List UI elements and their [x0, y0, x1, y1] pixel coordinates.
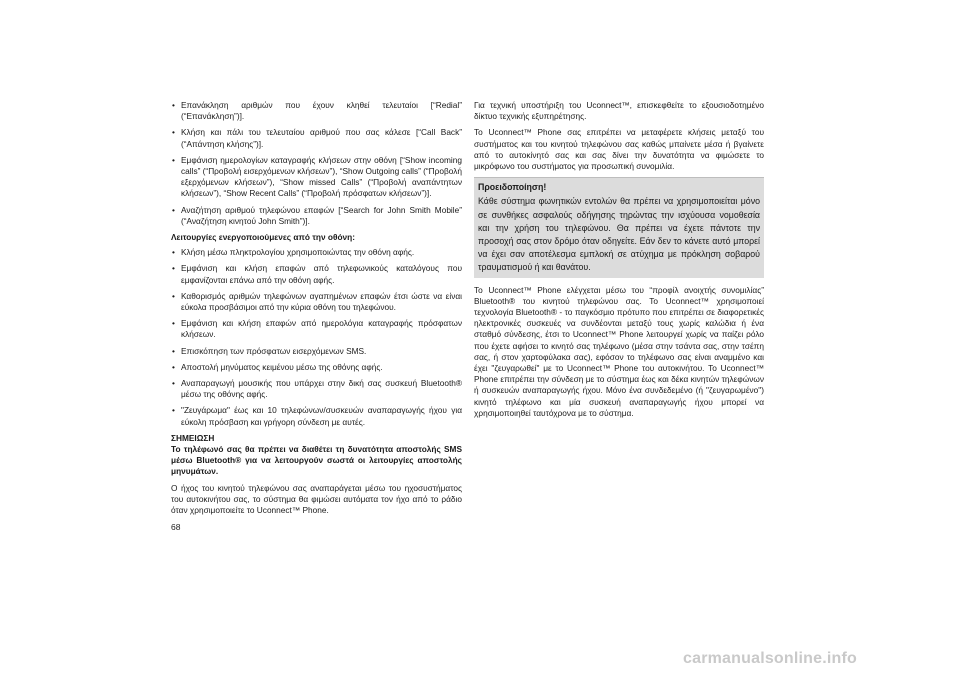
support-paragraph: Για τεχνική υποστήριξη του Uconnect™, επισκεφθείτε το εξουσιοδοτημένο δίκτυο τεχνικής εξυπηρέτησης. — [474, 100, 764, 122]
warning-text: Κάθε σύστημα φωνητικών εντολών θα πρέπει να χρησιμοποιείται μόνο σε συνθήκες ασφαλούς οδήγησης τηρώντας την ισχύουσα νομοθεσία και την χρήση του τηλεφώνου. Θα πρέπει να έχετε πάντοτε την προσοχή σας στον δρόμο όταν οδηγείτε. Εάν δεν το κάνετε αυτό μπορεί να έχει σαν αποτέλεσμα εμπλοκή σε ατύχημα με πρόκληση σοβαρού τραυματισμού ή και θανάτου. — [478, 196, 760, 273]
list-item: • Αναζήτηση αριθμού τηλεφώνου επαφών [“Search for John Smith Mobile” (“Αναζήτηση κινητού John Smith”)]. — [171, 205, 462, 227]
page-number: 68 — [171, 522, 181, 532]
list-item: • Εμφάνιση και κλήση επαφών από ημερολόγια καταγραφής πρόσφατων κλήσεων. — [171, 318, 462, 340]
list-item: • Εμφάνιση ημερολογίων καταγραφής κλήσεων στην οθόνη [“Show incoming calls” (“Προβολή εισερχόμενων κλήσεων”), “Show Outgoing calls” (“Προβολή εξερχόμενων κλήσεων”), “Show missed Calls” (“Προβολή αναπάντητων κλήσεων”), “Show Recent Calls” (“Προβολή πρόσφατων κλήσεων”)]. — [171, 155, 462, 200]
list-item: • Κλήση μέσω πληκτρολογίου χρησιμοποιώντας την οθόνη αφής. — [171, 247, 462, 258]
list-item: • "Ζευγάρωμα" έως και 10 τηλεφώνων/συσκευών αναπαραγωγής ήχου για εύκολη πρόσβαση και γρήγορη σύνδεση με αυτές. — [171, 405, 462, 427]
note-body: Το τηλέφωνό σας θα πρέπει να διαθέτει τη δυνατότητα αποστολής SMS μέσω Bluetooth® για να λειτουργούν σωστά οι λειτουργίες αποστολής μηνυμάτων. — [171, 444, 462, 477]
feature-list-screen — [171, 247, 462, 428]
warning-title: Προειδοποίηση! — [478, 182, 547, 193]
right-column — [474, 100, 764, 424]
list-item: • Καθορισμός αριθμών τηλεφώνων αγαπημένων επαφών έτσι ώστε να είναι εύκολα προσβάσιμοι από την κύρια οθόνη του τηλεφώνου. — [171, 291, 462, 313]
left-column — [171, 100, 462, 521]
closing-paragraph: Ο ήχος του κινητού τηλεφώνου σας αναπαράγεται μέσω του ηχοσυστήματος του αυτοκινήτου σας, το σύστημα θα φιμώσει αυτόματα τον ήχο από το ράδιο όταν χρησιμοποιείτε το Uconnect™ Phone. — [171, 482, 462, 516]
transfer-paragraph: Το Uconnect™ Phone σας επιτρέπει να μεταφέρετε κλήσεις μεταξύ του συστήματος και του κινητού τηλεφώνου σας καθώς μπαίνετε μέσα ή βγαίνετε από το αυτοκίνητό σας και σας δίνει την δυνατότητα να φιμώσετε το μικρόφωνο του συστήματος για προσωπική συνομιλία. — [474, 127, 764, 172]
list-item: • Επανάκληση αριθμών που έχουν κληθεί τελευταίοι [“Redial” (“Επανάκληση”)]. — [171, 100, 462, 122]
section-heading: Λειτουργίες ενεργοποιούμενες από την οθόνη: — [171, 232, 355, 243]
note-title: ΣΗΜΕΙΩΣΗ — [171, 432, 215, 443]
list-item: • Κλήση και πάλι του τελευταίου αριθμού που σας κάλεσε [“Call Back” (“Απάντηση κλήσης”)]. — [171, 127, 462, 149]
bluetooth-paragraph: Το Uconnect™ Phone ελέγχεται μέσω του “προφίλ ανοιχτής συνομιλίας” Bluetooth® του κινητού τηλεφώνου σας. Το Uconnect™ χρησιμοποιεί τεχνολογία Bluetooth® - το παγκόσμιο πρότυπο που επιτρέπει σε διαφορετικές ηλεκτρονικές συσκευές να συνδέονται μεταξύ τους χωρίς καλώδια ή ένα σταθμό σύνδεσης, έτσι το Uconnect™ Phone λειτουργεί χωρίς να παίζει ρόλο που έχετε αφήσει το κινητό σας τηλέφωνο (μέσα στην τσάντα σας, στην τσέπη σας, ή στον χαρτοφύλακα σας), εφόσον το τηλέφωνο σας είναι αναμμένο και έχει "ζευγαρωθεί" με το Uconnect™ Phone του αυτοκινήτου. Το Uconnect™ Phone επιτρέπει την σύνδεση με το σύστημα έως και δέκα κινητών τηλεφώνων ή συσκευών αναπαραγωγής ήχου. Μόνο ένα συνδεδεμένο (ή "ζευγαρωμένο") κινητό τηλέφωνο και μία συσκευή αναπαραγωγής ήχου μπορεί να χρησιμοποιηθεί ταυτόχρονα με το σύστημα. — [474, 284, 764, 418]
list-item: • Αποστολή μηνύματος κειμένου μέσω της οθόνης αφής. — [171, 362, 462, 373]
list-item: • Επισκόπηση των πρόσφατων εισερχόμενων SMS. — [171, 346, 462, 357]
list-item: • Αναπαραγωγή μουσικής που υπάρχει στην δική σας συσκευή Bluetooth® μέσω της οθόνης αφής. — [171, 378, 462, 400]
watermark: carmanualsonline.info — [683, 650, 858, 667]
list-item: • Εμφάνιση και κλήση επαφών από τηλεφωνικούς καταλόγους που εμφανίζονται επάνω από την οθόνη αφής. — [171, 263, 462, 285]
warning-box — [474, 177, 764, 277]
feature-list-voice — [171, 100, 462, 227]
